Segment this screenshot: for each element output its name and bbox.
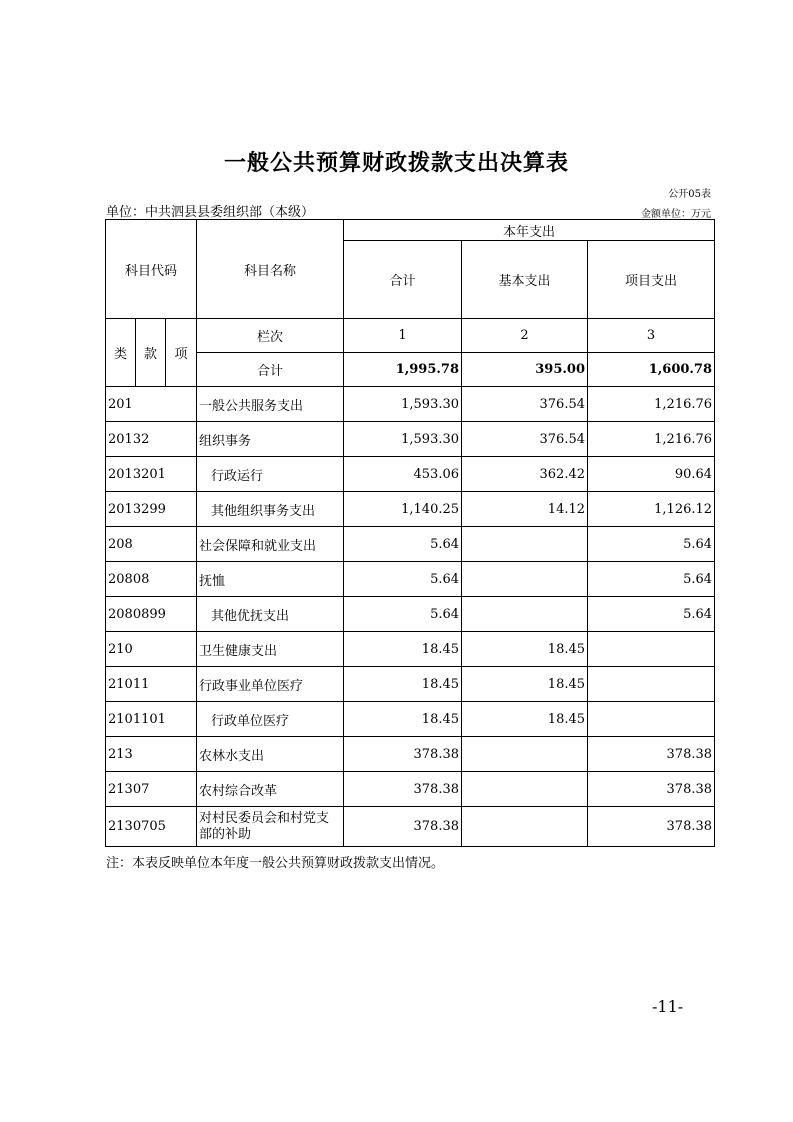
row-code: 2101101 (106, 702, 197, 737)
row-project: 378.38 (588, 772, 715, 807)
row-total: 378.38 (344, 737, 462, 772)
row-code: 201 (106, 387, 197, 422)
col-number-3: 3 (588, 319, 715, 353)
row-code: 2013299 (106, 492, 197, 527)
row-name: 社会保障和就业支出 (197, 527, 344, 562)
row-name: 行政运行 (197, 457, 344, 492)
row-basic (462, 807, 588, 847)
table-row (106, 457, 715, 492)
header-kuan: 款 (136, 319, 166, 387)
row-basic (462, 562, 588, 597)
table-note: 注：本表反映单位本年度一般公共预算财政拨款支出情况。 (106, 856, 445, 871)
header-project: 项目支出 (588, 241, 715, 319)
row-basic: 14.12 (462, 492, 588, 527)
row-name: 对村民委员会和村党支部的补助 (197, 807, 344, 847)
form-number: 公开05表 (668, 189, 711, 200)
header-basic: 基本支出 (462, 241, 588, 319)
table-row (106, 527, 715, 562)
row-project: 378.38 (588, 807, 715, 847)
row-total: 18.45 (344, 632, 462, 667)
row-total: 18.45 (344, 667, 462, 702)
table-row (106, 597, 715, 632)
row-basic: 376.54 (462, 422, 588, 457)
row-project: 1,216.76 (588, 422, 715, 457)
col-number-1: 1 (344, 319, 462, 353)
row-code: 21307 (106, 772, 197, 807)
row-name: 其他组织事务支出 (197, 492, 344, 527)
row-project (588, 632, 715, 667)
row-project: 1,216.76 (588, 387, 715, 422)
row-code: 208 (106, 527, 197, 562)
header-code: 科目代码 (106, 220, 197, 319)
table-row (106, 702, 715, 737)
row-total: 1,593.30 (344, 387, 462, 422)
header-total: 合计 (344, 241, 462, 319)
unit-label: 单位：中共泗县县委组织部（本级） (106, 205, 315, 220)
currency-label: 金额单位：万元 (641, 209, 711, 220)
page-number: -11- (652, 997, 684, 1016)
sum-total: 1,995.78 (344, 353, 462, 387)
row-project: 5.64 (588, 527, 715, 562)
row-basic: 376.54 (462, 387, 588, 422)
table-row (106, 632, 715, 667)
row-name: 农林水支出 (197, 737, 344, 772)
table-row (106, 422, 715, 457)
row-total: 453.06 (344, 457, 462, 492)
expenditure-table (105, 219, 715, 847)
row-code: 20808 (106, 562, 197, 597)
row-total: 5.64 (344, 562, 462, 597)
header-lei: 类 (106, 319, 136, 387)
table-row (106, 667, 715, 702)
row-code: 2080899 (106, 597, 197, 632)
table-row (106, 387, 715, 422)
row-name: 抚恤 (197, 562, 344, 597)
row-total: 1,593.30 (344, 422, 462, 457)
row-code: 2130705 (106, 807, 197, 847)
row-code: 210 (106, 632, 197, 667)
row-name: 一般公共服务支出 (197, 387, 344, 422)
page-title: 一般公共预算财政拨款支出决算表 (223, 151, 569, 176)
row-name: 其他优抚支出 (197, 597, 344, 632)
row-name: 组织事务 (197, 422, 344, 457)
row-project: 378.38 (588, 737, 715, 772)
header-current-year: 本年支出 (344, 220, 715, 241)
table-row (106, 492, 715, 527)
row-total: 5.64 (344, 597, 462, 632)
row-basic (462, 737, 588, 772)
sum-label: 合计 (197, 353, 344, 387)
row-code: 2013201 (106, 457, 197, 492)
sum-basic: 395.00 (462, 353, 588, 387)
row-name: 行政事业单位医疗 (197, 667, 344, 702)
table-row (106, 737, 715, 772)
row-basic (462, 527, 588, 562)
table-row (106, 807, 715, 847)
row-name: 农村综合改革 (197, 772, 344, 807)
row-basic: 18.45 (462, 702, 588, 737)
row-total: 5.64 (344, 527, 462, 562)
row-project: 90.64 (588, 457, 715, 492)
row-project: 1,126.12 (588, 492, 715, 527)
row-total: 1,140.25 (344, 492, 462, 527)
row-basic (462, 772, 588, 807)
row-name: 卫生健康支出 (197, 632, 344, 667)
row-code: 213 (106, 737, 197, 772)
row-basic: 18.45 (462, 667, 588, 702)
row-total: 378.38 (344, 807, 462, 847)
sum-project: 1,600.78 (588, 353, 715, 387)
row-total: 378.38 (344, 772, 462, 807)
table-row (106, 772, 715, 807)
table-row (106, 562, 715, 597)
row-project (588, 702, 715, 737)
row-code: 20132 (106, 422, 197, 457)
row-total: 18.45 (344, 702, 462, 737)
row-project (588, 667, 715, 702)
row-project: 5.64 (588, 597, 715, 632)
col-number-2: 2 (462, 319, 588, 353)
header-xiang: 项 (166, 319, 197, 387)
row-project: 5.64 (588, 562, 715, 597)
row-basic: 18.45 (462, 632, 588, 667)
row-basic: 362.42 (462, 457, 588, 492)
row-name: 行政单位医疗 (197, 702, 344, 737)
header-lanci: 栏次 (197, 319, 344, 353)
row-basic (462, 597, 588, 632)
row-code: 21011 (106, 667, 197, 702)
header-name: 科目名称 (197, 220, 344, 319)
